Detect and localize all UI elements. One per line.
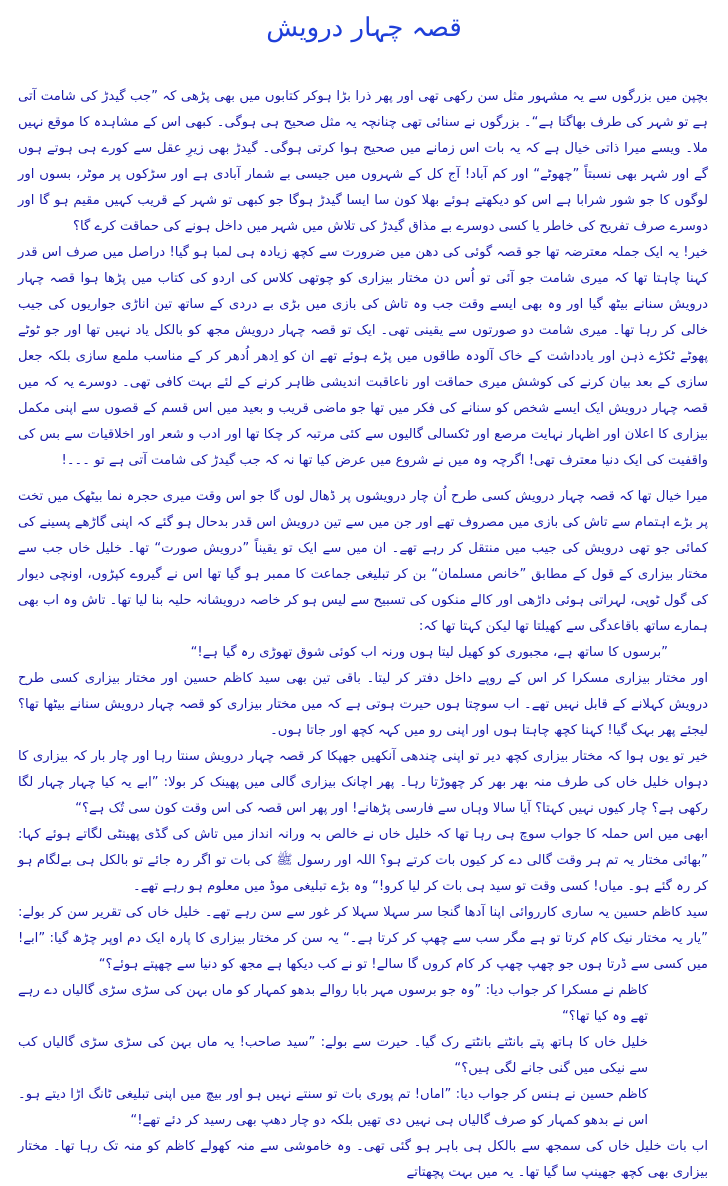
paragraph: اور مختار بیزاری مسکرا کر اس کے روپے داخل دفتر کر لیتا۔ باقی تین بھی سید کاظم حسین اور مختار بیزاری کسی طرح درویش کہلانے کے قابل نہیں تھے۔ اب سوچتا ہوں حیرت ہوتی ہے کہ میں مختار بیزاری کو قصہ چہار درویش سنانے بیٹھا تھا؟ لیجئے پھر بہک گیا! کہنا کچھ چاہتا ہوں اور اپنی رو میں کہہ کچھ اور جاتا ہوں۔ bbox=[18, 671, 708, 738]
story-body bbox=[18, 84, 708, 1186]
dialogue-line: خلیل خاں کا ہاتھ پتے بانٹتے بانٹتے رک گیا۔ حیرت سے بولے: ”سید صاحب! یہ ماں بہن کی سڑی سڑی گالیاں کب سے نیکی میں گنی جانے لگی ہیں؟“ bbox=[18, 1035, 648, 1076]
story-title: قصہ چہار درویش bbox=[266, 13, 462, 43]
paragraph: ابھی میں اس حملہ کا جواب سوچ ہی رہا تھا کہ خلیل خاں نے خالص بہ ورانہ انداز میں تاش کی گڈی پھینٹی لگاتے ہوئے کہا: ”بھائی مختار یہ تم ہر وقت گالی دے کر کیوں بات کرتے ہو؟ اللہ اور رسول ﷺ کی بات تو اگر رہ جائے تو بالکل ہی بےلگام ہو کر رہ گئے ہو۔ میاں! کسی وقت تو سید ہی بات کر لیا کرو!“ وہ بڑے تبلیغی موڈ میں معلوم ہو رہے تھے۔ bbox=[18, 827, 708, 894]
paragraph: میرا خیال تھا کہ قصہ چہار درویش کسی طرح اُن چار درویشوں پر ڈھال لوں گا جو اس وقت میری حجرہ نما بیٹھک میں تخت پر بڑے اہتمام سے تاش کی بازی میں مصروف تھے اور جن میں سے تین درویش اس قدر بدحال ہو گئے کہ اپنی گاڑھے پسینے کی کمائی جو تھی درویش کی جیب میں منتقل کر رہے تھے۔ ان میں سے ایک تو یقیناً ”درویش صورت“ تھا۔ خلیل خاں جب سے مختار بیزاری کے قول کے مطابق ”خانص مسلمان“ بن کر تبلیغی جماعت کا ممبر ہو گیا تھا اس نے گیروے کپڑوں، اونچی دیوار کی گول ٹوپی، لہراتی ہوئی داڑھی اور کالے منکوں کی تسبیح سے لیس ہو کر خاصہ درویشانہ حلیہ بنا لیا تھا۔ تاش وہ اب بھی ہمارے ساتھ باقاعدگی سے کھیلتا تھا لیکن کہتا تھا کہ: bbox=[18, 489, 708, 634]
paragraph: بچپن میں بزرگوں سے یہ مشہور مثل سن رکھی تھی اور پھر ذرا بڑا ہوکر کتابوں میں بھی پڑھی کہ ”جب گیدڑ کی شامت آتی ہے تو شہر کی طرف بھاگتا ہے“۔ بزرگوں نے سنائی تھی چنانچہ یہ مثل صحیح ہی ہوگی۔ کبھی اس کے مشاہدہ کا موقع نہیں ملا۔ ویسے میرا ذاتی خیال ہے کہ یہ بات اس زمانے میں صحیح ہوا کرتی ہوگی۔ گیدڑ بھی زیرِ عقل سے کورے ہی ہوتے ہوں گے اور شہر بھی نسبتاً ”چھوٹے“ اور کم آباد! آج کل کے شہروں میں جیسی بے شمار آبادی ہے اور سڑکوں پر موٹر، بسوں اور لوگوں کا جو شور شرابا ہے اس کو دیکھتے ہوئے بھلا کون سا ایسا گیدڑ ہوگا جو کبھی تو شہر کے قریب کہیں مقیم ہو گا اور دوسرے صرف تفریح کی خاطر یا کسی دوسرے بے مذاق گیدڑ کی تلاش میں شہر میں داخل ہونے کی حماقت کرے گا؟ bbox=[18, 89, 708, 234]
paragraph: خیر! یہ ایک جملہ معترضہ تھا جو قصہ گوئی کی دھن میں ضرورت سے کچھ زیادہ ہی لمبا ہو گیا! دراصل میں صرف اس قدر کہنا چاہتا تھا کہ میری شامت جو آئی تو اُس دن مختار بیزاری کو چوتھی کلاس کی اردو کی کتاب میں پڑھا ہوا قصہ چہار درویش سنانے بیٹھ گیا اور وہ بھی ایسے وقت جب وہ تاش کی بازی میں بڑی بے دردی کے ساتھ تین اناڑی جواریوں کی جیب خالی کر رہا تھا۔ میری شامت دو صورتوں سے یقینی تھی۔ ایک تو قصہ چہار درویش مجھ کو بالکل یاد نہیں تھا اور جو ٹوٹے پھوٹے ٹکڑے ذہن اور یادداشت کے خاک آلودہ طاقوں میں پڑے ہوئے تھے ان کو اِدھر اُدھر کر کے مناسب ملمع سازی بلکہ جعل سازی کے بعد بیان کرنے کی کوشش میری حماقت اور ناعاقبت اندیشی ظاہر کرنے کے لئے بہت کافی تھی۔ دوسرے یہ کہ میں قصہ چہار درویش ایک ایسے شخص کو سنانے کی فکر میں تھا جو ماضی قریب و بعید میں اس قسم کے قصوں سے اپنی مکمل بیزاری کا اعلان اور اظہار نہایت مرصع اور ٹکسالی گالیوں سے کئی مرتبہ کر چکا تھا اور ادب و شعر اور اخلاقیات سے بس کی واقفیت کی ایک دنیا معترف تھی! اگرچہ وہ میں نے شروع میں عرض کیا تھا نہ کہ جب گیدڑ کی شامت آتی ہے تو ۔۔۔! bbox=[18, 245, 708, 468]
paragraph: اب بات خلیل خاں کی سمجھ سے بالکل ہی باہر ہو گئی تھی۔ وہ خاموشی سے منہ کھولے کاظم کو منہ تک رہا تھا۔ مختار بیزاری بھی کچھ جھینپ سا گیا تھا۔ یہ میں بہت پچھتاتے bbox=[18, 1139, 708, 1180]
quote-line: ”برسوں کا ساتھ ہے، مجبوری کو کھیل لیتا ہوں ورنہ اب کوئی شوق تھوڑی رہ گیا ہے!“ bbox=[190, 645, 668, 660]
dialogue-line: کاظم نے مسکرا کر جواب دیا: ”وہ جو برسوں مہر بابا روالے بدھو کمہار کو ماں بہن کی سڑی سڑی گالیاں دے رہے تھے وہ کیا تھا؟“ bbox=[18, 983, 648, 1024]
dialogue-line: کاظم حسین نے ہنس کر جواب دیا: ”اماں! تم پوری بات تو سنتے نہیں ہو اور بیچ میں اپنی تبلیغی ٹانگ اڑا دیتے ہو۔ اس نے بدھو کمہار کو صرف گالیاں ہی نہیں دی تھیں بلکہ دو چار دھپ بھی رسید کر دئے تھے!“ bbox=[18, 1087, 648, 1128]
paragraph: سید کاظم حسین یہ ساری کارروائی اپنا آدھا گنجا سر سہلا سہلا کر غور سے سن رہے تھے۔ خلیل خاں کی تقریر سن کر بولے: ”یار یہ مختار نیک کام کرتا تو ہے مگر سب سے چھپ کر کرتا ہے۔“ یہ سن کر مختار بیزاری کا پارہ ایک دم اوپر چڑھ گیا: ”ابے! میں کسی سے ڈرتا ہوں جو چھپ چھپ کر کام کروں گا سالے! تو نے کب دیکھا ہے مجھ کو دنیا سے چھپتے ہوئے؟“ bbox=[18, 905, 708, 972]
paragraph: خیر تو یوں ہوا کہ مختار بیزاری کچھ دیر تو اپنی چندھی آنکھیں جھپکا کر قصہ چہار درویش سنتا رہا اور چار بار کہ بیزاری کا دہواں خلیل خاں کی طرف منہ بھر بھر کر چھوڑتا رہا۔ پھر اچانک بیزاری گالی میں پھینک کر بولا: ”ابے یہ کیا چہار چہار لگا رکھی ہے؟ چار کیوں نہیں کہتا؟ آیا سالا وہاں سے فارسی پڑھانے! اور پھر اس قصہ کی اس وقت کون سی تُک ہے؟“ bbox=[18, 749, 708, 816]
